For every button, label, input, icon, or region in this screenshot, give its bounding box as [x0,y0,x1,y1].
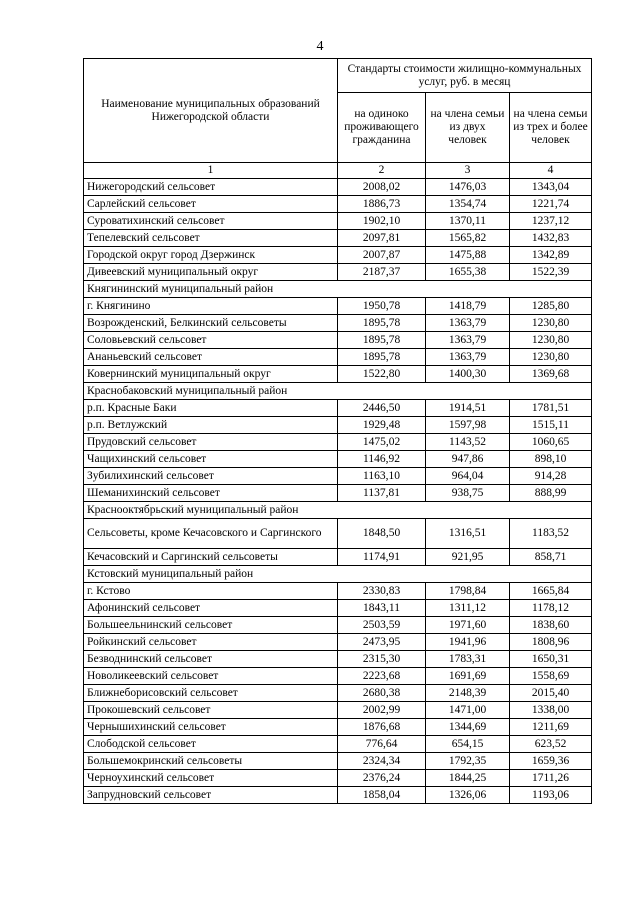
table-row [84,179,592,196]
cost-family-three: 1193,06 [510,787,592,804]
cost-family-two: 1326,06 [426,787,510,804]
cost-family-three: 1650,31 [510,651,592,668]
municipality-name: г. Кстово [84,583,338,600]
cost-single: 1950,78 [338,298,426,315]
cost-family-two: 1344,69 [426,719,510,736]
cost-family-two: 921,95 [426,549,510,566]
cost-family-three: 1659,36 [510,753,592,770]
section-row [84,566,592,583]
cost-family-three: 623,52 [510,736,592,753]
cost-single: 1522,80 [338,366,426,383]
table-row [84,332,592,349]
cost-family-three: 1343,04 [510,179,592,196]
section-title: Княгининский муниципальный район [84,281,592,298]
table-row [84,349,592,366]
municipality-name: Ближнеборисовский сельсовет [84,685,338,702]
cost-single: 1174,91 [338,549,426,566]
table-row [84,753,592,770]
table-row [84,770,592,787]
cost-single: 2002,99 [338,702,426,719]
cost-family-two: 1798,84 [426,583,510,600]
cost-family-three: 1711,26 [510,770,592,787]
municipality-name: Черноухинский сельсовет [84,770,338,787]
municipality-name: Возрожденский, Белкинский сельсоветы [84,315,338,332]
table-row [84,468,592,485]
cost-single: 1895,78 [338,332,426,349]
cost-family-two: 1363,79 [426,349,510,366]
cost-single: 2187,37 [338,264,426,281]
municipality-name: Тепелевский сельсовет [84,230,338,247]
cost-family-two: 1476,03 [426,179,510,196]
header-family-three: на члена семьи из трех и более человек [510,93,592,163]
cost-single: 2008,02 [338,179,426,196]
cost-family-two: 938,75 [426,485,510,502]
municipality-name: Новоликеевский сельсовет [84,668,338,685]
cost-family-two: 1418,79 [426,298,510,315]
cost-family-three: 1230,80 [510,332,592,349]
cost-single: 1146,92 [338,451,426,468]
table-row [84,485,592,502]
table-row [84,736,592,753]
cost-single: 1886,73 [338,196,426,213]
cost-single: 1895,78 [338,315,426,332]
table-row [84,668,592,685]
table-body [84,59,592,804]
municipality-name: Ковернинский муниципальный округ [84,366,338,383]
section-row [84,281,592,298]
cost-single: 1137,81 [338,485,426,502]
table-row [84,434,592,451]
cost-family-three: 1230,80 [510,349,592,366]
cost-family-two: 1363,79 [426,332,510,349]
municipality-name: Большеельнинский сельсовет [84,617,338,634]
cost-family-three: 1369,68 [510,366,592,383]
table-row [84,451,592,468]
municipality-name: Чащихинский сельсовет [84,451,338,468]
cost-family-three: 898,10 [510,451,592,468]
table-row [84,634,592,651]
cost-family-three: 888,99 [510,485,592,502]
header-single-person: на одиноко проживающего гражданина [338,93,426,163]
cost-single: 1895,78 [338,349,426,366]
municipality-name: Большемокринский сельсоветы [84,753,338,770]
header-index-row [84,163,592,179]
cost-family-three: 1285,80 [510,298,592,315]
table-row [84,298,592,315]
column-index-4: 4 [510,163,592,179]
cost-family-three: 1808,96 [510,634,592,651]
cost-family-three: 1838,60 [510,617,592,634]
cost-single: 2223,68 [338,668,426,685]
cost-family-two: 1143,52 [426,434,510,451]
cost-family-two: 1783,31 [426,651,510,668]
municipality-name: р.п. Ветлужский [84,417,338,434]
cost-family-two: 1370,11 [426,213,510,230]
cost-family-two: 1363,79 [426,315,510,332]
cost-family-three: 1781,51 [510,400,592,417]
table-row [84,400,592,417]
cost-family-three: 1522,39 [510,264,592,281]
header-group-title: Стандарты стоимости жилищно-коммунальных услуг, руб. в месяц [338,59,592,93]
cost-single: 776,64 [338,736,426,753]
cost-single: 2324,34 [338,753,426,770]
municipality-name: Прокошевский сельсовет [84,702,338,719]
municipality-name: Афонинский сельсовет [84,600,338,617]
cost-family-two: 964,04 [426,468,510,485]
cost-family-two: 1655,38 [426,264,510,281]
cost-family-three: 1230,80 [510,315,592,332]
table-row [84,549,592,566]
header-family-two: на члена семьи из двух человек [426,93,510,163]
cost-family-three: 1178,12 [510,600,592,617]
cost-family-three: 1342,89 [510,247,592,264]
municipality-name: Соловьевский сельсовет [84,332,338,349]
cost-family-three: 1338,00 [510,702,592,719]
cost-single: 2330,83 [338,583,426,600]
cost-family-two: 1311,12 [426,600,510,617]
cost-single: 1876,68 [338,719,426,736]
table-row [84,651,592,668]
municipality-name: Нижегородский сельсовет [84,179,338,196]
table-row [84,247,592,264]
section-title: Краснобаковский муниципальный район [84,383,592,400]
table-row [84,213,592,230]
table-row [84,583,592,600]
column-index-3: 3 [426,163,510,179]
cost-family-three: 1237,12 [510,213,592,230]
cost-single: 2007,87 [338,247,426,264]
cost-family-three: 1558,69 [510,668,592,685]
header-name-column: Наименование муниципальных образований Нижегородской области [84,59,338,163]
cost-family-three: 1665,84 [510,583,592,600]
table-row [84,417,592,434]
cost-family-two: 1471,00 [426,702,510,719]
table-row [84,787,592,804]
cost-family-three: 1211,69 [510,719,592,736]
cost-family-two: 1316,51 [426,519,510,549]
cost-family-two: 947,86 [426,451,510,468]
cost-single: 2315,30 [338,651,426,668]
cost-single: 2680,38 [338,685,426,702]
municipality-name: Сарлейский сельсовет [84,196,338,213]
municipality-name: Ананьевский сельсовет [84,349,338,366]
cost-family-two: 1354,74 [426,196,510,213]
municipality-name: Запрудновский сельсовет [84,787,338,804]
table-row [84,702,592,719]
cost-family-two: 1941,96 [426,634,510,651]
municipality-name: Городской округ город Дзержинск [84,247,338,264]
cost-family-two: 1565,82 [426,230,510,247]
cost-family-two: 1792,35 [426,753,510,770]
municipality-name: г. Княгинино [84,298,338,315]
cost-family-two: 1475,88 [426,247,510,264]
municipality-name: Зубилихинский сельсовет [84,468,338,485]
table-row [84,719,592,736]
table-row [84,366,592,383]
municipality-name: Шеманихинский сельсовет [84,485,338,502]
section-title: Кстовский муниципальный район [84,566,592,583]
cost-family-three: 858,71 [510,549,592,566]
cost-family-two: 1400,30 [426,366,510,383]
cost-family-three: 1060,65 [510,434,592,451]
table-row [84,315,592,332]
cost-family-two: 1971,60 [426,617,510,634]
header-row-1 [84,59,592,93]
municipality-name: Прудовский сельсовет [84,434,338,451]
municipality-name: Сельсоветы, кроме Кечасовского и Саргинского [84,519,338,549]
cost-single: 1163,10 [338,468,426,485]
cost-family-two: 2148,39 [426,685,510,702]
section-row [84,502,592,519]
municipality-name: Слободской сельсовет [84,736,338,753]
municipality-name: Чернышихинский сельсовет [84,719,338,736]
table-row [84,685,592,702]
cost-family-three: 1183,52 [510,519,592,549]
cost-single: 1902,10 [338,213,426,230]
cost-single: 2097,81 [338,230,426,247]
municipality-name: Безводнинский сельсовет [84,651,338,668]
cost-family-two: 1597,98 [426,417,510,434]
municipality-name: Кечасовский и Саргинский сельсоветы [84,549,338,566]
cost-family-two: 654,15 [426,736,510,753]
cost-single: 2473,95 [338,634,426,651]
table-row [84,600,592,617]
municipality-name: Ройкинский сельсовет [84,634,338,651]
housing-cost-table [83,58,592,804]
cost-single: 1843,11 [338,600,426,617]
section-row [84,383,592,400]
cost-family-two: 1914,51 [426,400,510,417]
cost-family-three: 914,28 [510,468,592,485]
cost-family-three: 1432,83 [510,230,592,247]
cost-single: 1848,50 [338,519,426,549]
page-number: 4 [316,39,324,54]
municipality-name: Суроватихинский сельсовет [84,213,338,230]
cost-family-three: 1515,11 [510,417,592,434]
cost-single: 1858,04 [338,787,426,804]
column-index-2: 2 [338,163,426,179]
table-row [84,519,592,549]
cost-single: 1929,48 [338,417,426,434]
section-title: Краснооктябрьский муниципальный район [84,502,592,519]
column-index-1: 1 [84,163,338,179]
table-row [84,230,592,247]
cost-single: 2503,59 [338,617,426,634]
table-row [84,264,592,281]
cost-family-three: 2015,40 [510,685,592,702]
cost-family-three: 1221,74 [510,196,592,213]
cost-single: 1475,02 [338,434,426,451]
municipality-name: р.п. Красные Баки [84,400,338,417]
municipality-name: Дивеевский муниципальный округ [84,264,338,281]
table-row [84,196,592,213]
cost-family-two: 1844,25 [426,770,510,787]
cost-family-two: 1691,69 [426,668,510,685]
cost-single: 2446,50 [338,400,426,417]
table-row [84,617,592,634]
cost-single: 2376,24 [338,770,426,787]
